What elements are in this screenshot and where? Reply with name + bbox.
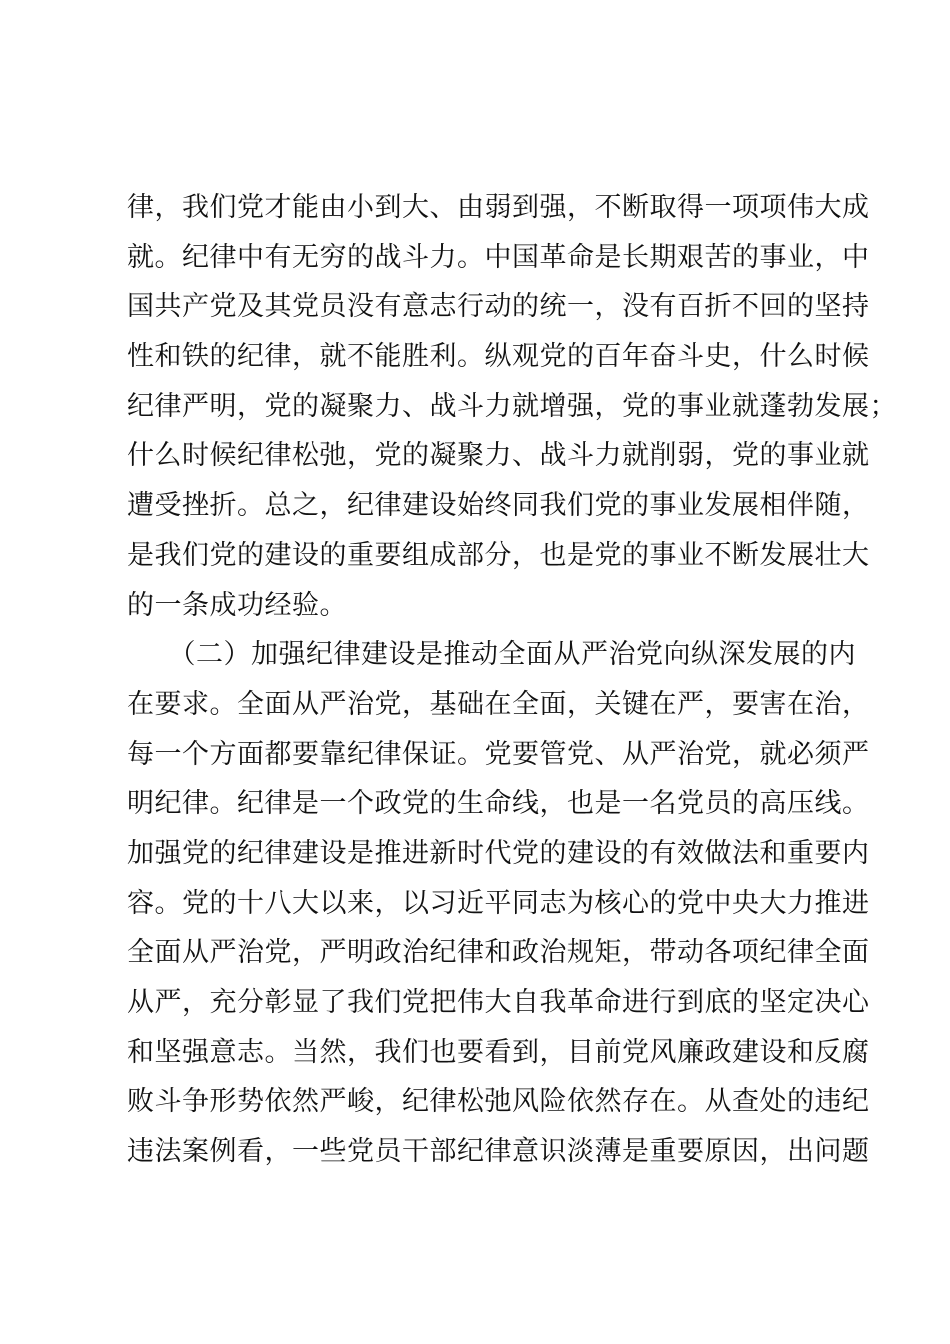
text-line: 每一个方面都要靠纪律保证。党要管党、从严治党，就必须严 (127, 738, 870, 770)
text-line: 就。纪律中有无穷的战斗力。中国革命是长期艰苦的事业，中 (127, 241, 870, 273)
text-line: 律，我们党才能由小到大、由弱到强，不断取得一项项伟大成 (127, 192, 870, 223)
text-line: 违法案例看，一些党员干部纪律意识淡薄是重要原因，出问题 (127, 1136, 870, 1168)
text-line: 容。党的十八大以来，以习近平同志为核心的党中央大力推进 (127, 887, 870, 919)
text-line: 全面从严治党，严明政治纪律和政治规矩，带动各项纪律全面 (127, 937, 870, 969)
text-line: 国共产党及其党员没有意志行动的统一，没有百折不回的坚持 (127, 291, 870, 323)
text-line: 遭受挫折。总之，纪律建设始终同我们党的事业发展相伴随， (127, 490, 870, 522)
text-line: 是我们党的建设的重要组成部分，也是党的事业不断发展壮大 (127, 539, 870, 571)
text-line: 纪律严明，党的凝聚力、战斗力就增强，党的事业就蓬勃发展； (127, 390, 897, 422)
section-heading-line: （二）加强纪律建设是推动全面从严治党向纵深发展的内 (127, 639, 856, 671)
text-line: 败斗争形势依然严峻，纪律松弛风险依然存在。从查处的违纪 (127, 1086, 870, 1118)
text-line: 的一条成功经验。 (127, 589, 347, 621)
text-line: 从严，充分彰显了我们党把伟大自我革命进行到底的坚定决心 (127, 987, 870, 1018)
text-line: 加强党的纪律建设是推进新时代党的建设的有效做法和重要内 (127, 837, 870, 869)
text-line: 在要求。全面从严治党，基础在全面，关键在严，要害在治， (127, 688, 870, 720)
text-line: 性和铁的纪律，就不能胜利。纵观党的百年奋斗史，什么时候 (127, 341, 870, 373)
text-line: 明纪律。纪律是一个政党的生命线，也是一名党员的高压线。 (127, 788, 870, 820)
text-line: 什么时候纪律松弛，党的凝聚力、战斗力就削弱，党的事业就 (127, 440, 870, 472)
text-line: 和坚强意志。当然，我们也要看到，目前党风廉政建设和反腐 (127, 1036, 870, 1068)
body-text (127, 183, 897, 1177)
